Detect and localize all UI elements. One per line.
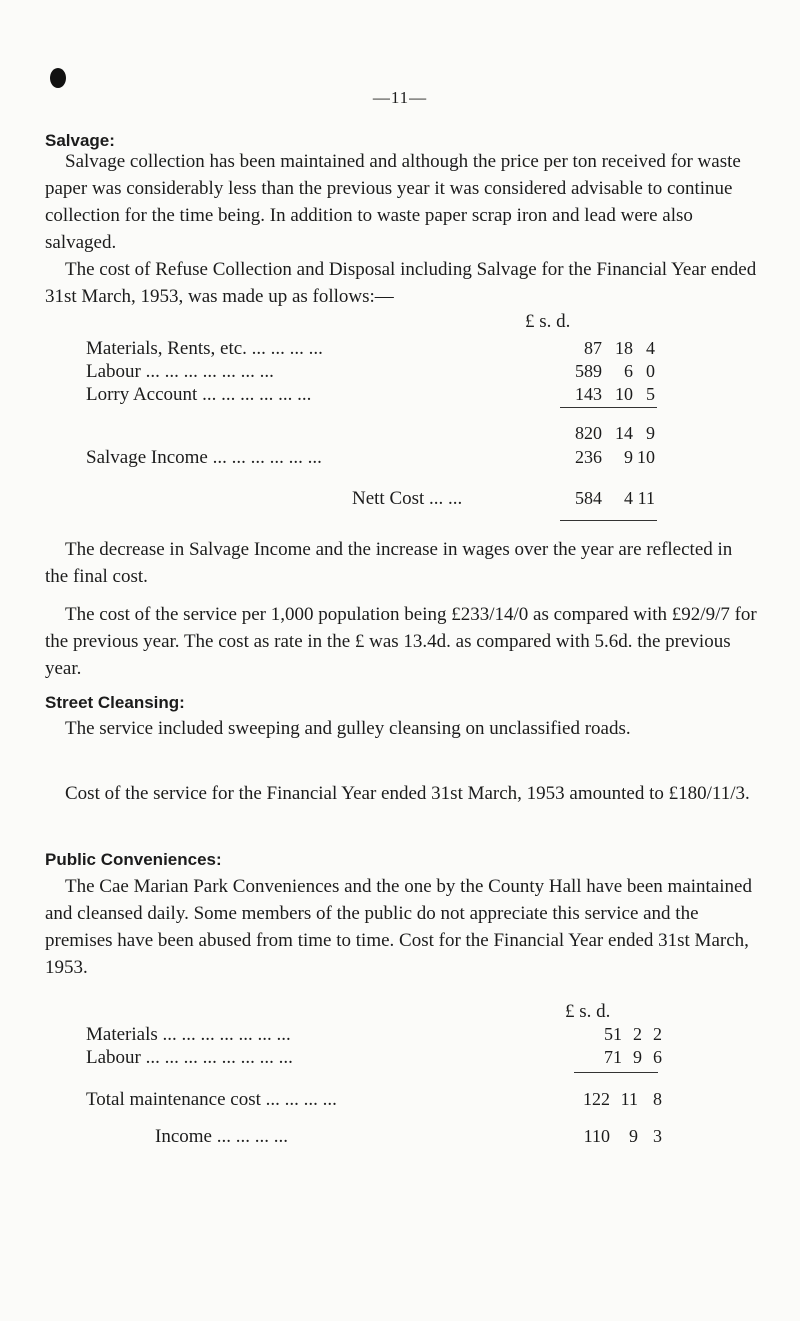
salvage-row-shillings: 18 — [615, 338, 633, 358]
nett-rule — [560, 520, 657, 521]
salvage-row-shillings: 6 — [624, 361, 633, 381]
subtotal-rule — [560, 407, 657, 408]
salvage-paragraph-4: The cost of the service per 1,000 population being £233/14/0 as compared with £92/9/7 for the previous year. The cost as rate in the £ was 13.4d. as compared with 5.6d. the previous year. — [45, 604, 757, 679]
salvage-row-pence: 4 — [646, 338, 655, 358]
nett-cost-shillings: 4 — [624, 488, 633, 508]
total-maintenance-pence: 8 — [653, 1089, 662, 1109]
salvage-paragraph-2: The cost of Refuse Collection and Disposal including Salvage for the Financial Year ended 31st March, 1953, was made up as follows:— — [45, 259, 757, 307]
public-row-pounds: 71 — [604, 1047, 622, 1067]
salvage-paragraph-1: Salvage collection has been maintained and although the price per ton received for waste paper was considerably less than the previous year it was considered advisable to continue collection for the time being. In addition to waste paper scrap iron and lead were also salvaged. — [45, 151, 741, 253]
salvage-row-pounds: 143 — [575, 384, 602, 404]
nett-cost-pence: 11 — [637, 488, 655, 508]
street-cleansing-heading: Street Cleansing: — [45, 693, 185, 712]
public-row-shillings: 9 — [633, 1047, 642, 1067]
public-paragraph-1: The Cae Marian Park Conveniences and the one by the County Hall have been maintained and cleansed daily. Some members of the public do not appreciate this service and the premises have been abused from time to time. Cost for the Financial Year ended 31st March, 1953. — [45, 876, 752, 978]
income-shillings: 9 — [629, 1126, 638, 1146]
salvage-income-label: Salvage Income ... ... ... ... ... ... — [86, 447, 322, 468]
total-maintenance-label: Total maintenance cost ... ... ... ... — [86, 1089, 337, 1110]
nett-cost-pounds: 584 — [575, 488, 602, 508]
public-subtotal-rule — [574, 1072, 658, 1073]
salvage-row-pounds: 589 — [575, 361, 602, 381]
public-row-pence: 2 — [653, 1024, 662, 1044]
total-maintenance-shillings: 11 — [620, 1089, 638, 1109]
total-maintenance-pounds: 122 — [583, 1089, 610, 1109]
salvage-income-pounds: 236 — [575, 447, 602, 467]
salvage-subtotal-pounds: 820 — [575, 423, 602, 443]
street-paragraph-2: Cost of the service for the Financial Year ended 31st March, 1953 amounted to £180/11/3. — [65, 783, 750, 804]
salvage-income-pence: 10 — [637, 447, 655, 467]
public-currency-header: £ s. d. — [565, 1001, 611, 1022]
salvage-row-shillings: 10 — [615, 384, 633, 404]
public-conveniences-heading: Public Conveniences: — [45, 850, 222, 869]
salvage-row-pence: 0 — [646, 361, 655, 381]
salvage-row-label: Lorry Account ... ... ... ... ... ... — [86, 384, 312, 405]
income-pence: 3 — [653, 1126, 662, 1146]
salvage-row-pounds: 87 — [584, 338, 602, 358]
salvage-paragraph-3: The decrease in Salvage Income and the increase in wages over the year are reflected in the final cost. — [45, 539, 733, 587]
page-mark — [50, 68, 66, 88]
salvage-heading: Salvage: — [45, 131, 115, 150]
street-paragraph-1: The service included sweeping and gulley cleansing on unclassified roads. — [65, 718, 631, 739]
public-row-label: Materials ... ... ... ... ... ... ... — [86, 1024, 291, 1045]
public-row-pounds: 51 — [604, 1024, 622, 1044]
public-row-pence: 6 — [653, 1047, 662, 1067]
salvage-subtotal-pence: 9 — [646, 423, 655, 443]
salvage-subtotal-shillings: 14 — [615, 423, 633, 443]
public-row-label: Labour ... ... ... ... ... ... ... ... — [86, 1047, 293, 1068]
salvage-row-pence: 5 — [646, 384, 655, 404]
income-label: Income ... ... ... ... — [155, 1126, 288, 1147]
salvage-currency-header: £ s. d. — [525, 311, 571, 332]
salvage-row-label: Materials, Rents, etc. ... ... ... ... — [86, 338, 323, 359]
income-pounds: 110 — [583, 1126, 610, 1146]
page-number: —11— — [372, 88, 428, 107]
nett-cost-label: Nett Cost ... ... — [352, 488, 463, 509]
salvage-income-shillings: 9 — [624, 447, 633, 467]
salvage-row-label: Labour ... ... ... ... ... ... ... — [86, 361, 274, 382]
public-row-shillings: 2 — [633, 1024, 642, 1044]
